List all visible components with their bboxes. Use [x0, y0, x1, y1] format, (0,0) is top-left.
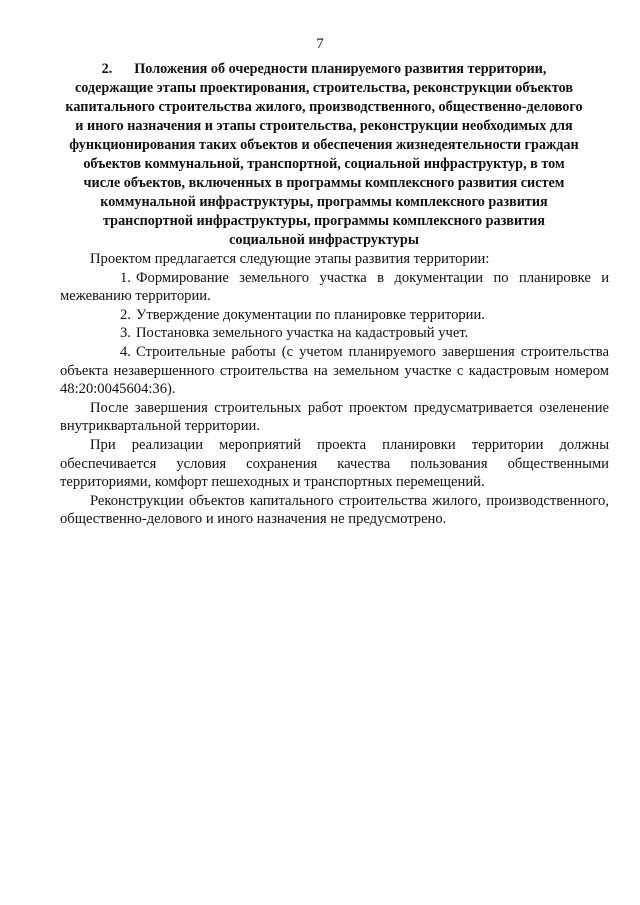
section-title: Положения об очередности планируемого развития территории, содержащие этапы проектирования, строительства, реконструкции объектов капитального строительства жилого, производственного, общественно-делового и иного назначения и этапы строительства, реконструкции необходимых для функционирования таких объектов и обеспечения жизнедеятельности граждан объектов коммунальной, транспортной, социальной инфраструктур, в том числе объектов, включенных в программы комплексного развития систем коммунальной инфраструктуры, программы комплексного развития транспортной инфраструктуры, программы комплексного развития социальной инфраструктуры: [65, 61, 583, 248]
section-number: 2.: [101, 61, 113, 77]
intro-paragraph: Проектом предлагается следующие этапы развития территории:: [90, 251, 490, 267]
document-body: [60, 250, 609, 529]
section-heading: [64, 60, 584, 250]
stage-number: 3.: [120, 325, 131, 342]
stage-item: [60, 324, 609, 343]
stage-item: [60, 343, 609, 399]
stage-item: [60, 269, 609, 306]
paragraph-conditions: При реализации мероприятий проекта планировки территории должны обеспечивается условия сохранения качества пользования общественными территориями, комфорт пешеходных и транспортных перемещений.: [60, 436, 609, 491]
paragraph-reconstruction: Реконструкции объектов капитального строительства жилого, производственного, общественно-делового и иного назначения не предусмотрено.: [60, 492, 609, 528]
stage-text: Утверждение документации по планировке территории.: [136, 306, 485, 323]
stage-item: [60, 306, 609, 325]
paragraph-landscaping: После завершения строительных работ проектом предусматривается озеленение внутриквартальной территории.: [60, 399, 609, 435]
stage-number: 2.: [120, 306, 131, 323]
stage-text: Постановка земельного участка на кадастровый учет.: [136, 325, 469, 342]
stage-text: Формирование земельного участка в документации по планировке и межеванию территории.: [60, 269, 609, 305]
stage-text: Строительные работы (с учетом планируемого завершения строительства объекта незавершенного строительства на земельном участке с кадастровым номером 48:20:0045604:36).: [60, 343, 609, 398]
stage-number: 1.: [120, 269, 131, 286]
stage-number: 4.: [120, 343, 131, 360]
page-number: 7: [316, 36, 324, 52]
